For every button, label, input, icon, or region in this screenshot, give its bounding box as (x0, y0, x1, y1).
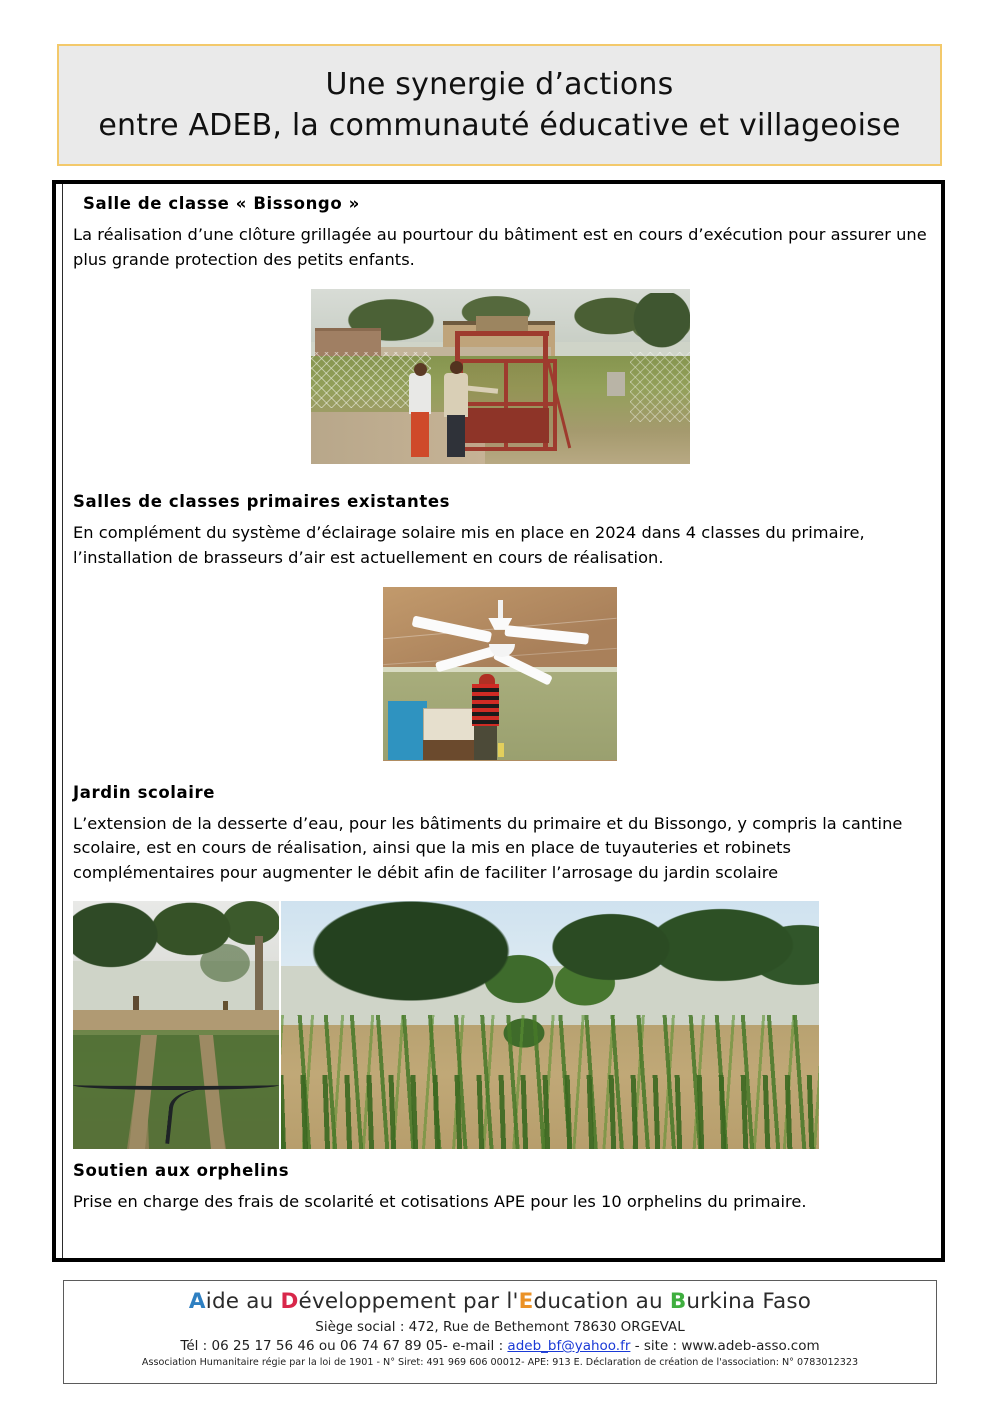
logo-text-a: ide au (205, 1289, 281, 1314)
logo-letter-a: A (188, 1289, 206, 1314)
footer-address: Siège social : 472, Rue de Bethemont 78630 ORGEVAL (315, 1319, 685, 1335)
footer-contact-suffix: - site : www.adeb-asso.com (630, 1338, 820, 1354)
organization-name (64, 1289, 936, 1314)
section-jardin-scolaire (73, 783, 927, 1150)
title-line-1: Une synergie d’actions (325, 67, 674, 102)
corn-field-photo (281, 901, 819, 1149)
footer-box (63, 1280, 937, 1384)
footer-contact (64, 1338, 936, 1354)
footer-contact-prefix: Tél : 06 25 17 56 46 ou 06 74 67 89 05- e-mail : (180, 1338, 508, 1354)
title-line-2: entre ADEB, la communauté éducative et villageoise (98, 108, 901, 143)
section-heading-jardin-scolaire: Jardin scolaire (73, 782, 216, 802)
document-title-banner (57, 44, 942, 166)
section-body-bissongo: La réalisation d’une clôture grillagée au pourtour du bâtiment est en cours d’exécution pour assurer une plus grande protection des petits enfants. (73, 225, 927, 269)
section-body-soutien-orphelins: Prise en charge des frais de scolarité et cotisations APE pour les 10 orphelins du primaire. (73, 1192, 807, 1212)
logo-text-d: éveloppement par l' (298, 1289, 519, 1314)
section-body-salles-primaires: En complément du système d’éclairage solaire mis en place en 2024 dans 4 classes du primaire, l’installation de brasseurs d’air est actuellement en cours de réalisation. (73, 523, 865, 567)
logo-letter-e: E (518, 1289, 534, 1314)
logo-letter-b: B (669, 1289, 687, 1314)
section-salle-de-classe-bissongo (73, 194, 927, 464)
footer-legal-notice: Association Humanitaire régie par la loi de 1901 - N° Siret: 491 969 606 00012- APE: 913 E. Déclaration de création de l'association: N° 0783012323 (141, 1357, 859, 1368)
section-heading-salles-primaires: Salles de classes primaires existantes (73, 492, 451, 512)
section-salles-classes-primaires (73, 492, 927, 760)
section-heading-soutien-orphelins: Soutien aux orphelins (73, 1161, 290, 1181)
logo-text-e: ducation au (533, 1289, 670, 1314)
section-heading-bissongo: Salle de classe « Bissongo » (83, 194, 360, 213)
main-content-box (52, 180, 945, 1262)
jardin-photo-row (73, 901, 927, 1149)
fence-and-gate-photo (311, 289, 690, 464)
ceiling-fan-installation-photo (383, 587, 617, 761)
main-content-inner (62, 184, 941, 1258)
section-body-jardin-scolaire: L’extension de la desserte d’eau, pour les bâtiments du primaire et du Bissongo, y compris la cantine scolaire, est en cours de réalisation, ainsi que la mis en place de tuyauteries et robinets complémentaires pour augmenter le débit afin de faciliter l’arrosage du jardin scolaire (73, 813, 903, 882)
section-soutien-orphelins (73, 1161, 927, 1215)
garden-rows-photo (73, 901, 279, 1149)
email-link[interactable]: adeb_bf@yahoo.fr (507, 1338, 631, 1354)
logo-letter-d: D (280, 1289, 299, 1314)
logo-text-b: urkina Faso (686, 1289, 812, 1314)
